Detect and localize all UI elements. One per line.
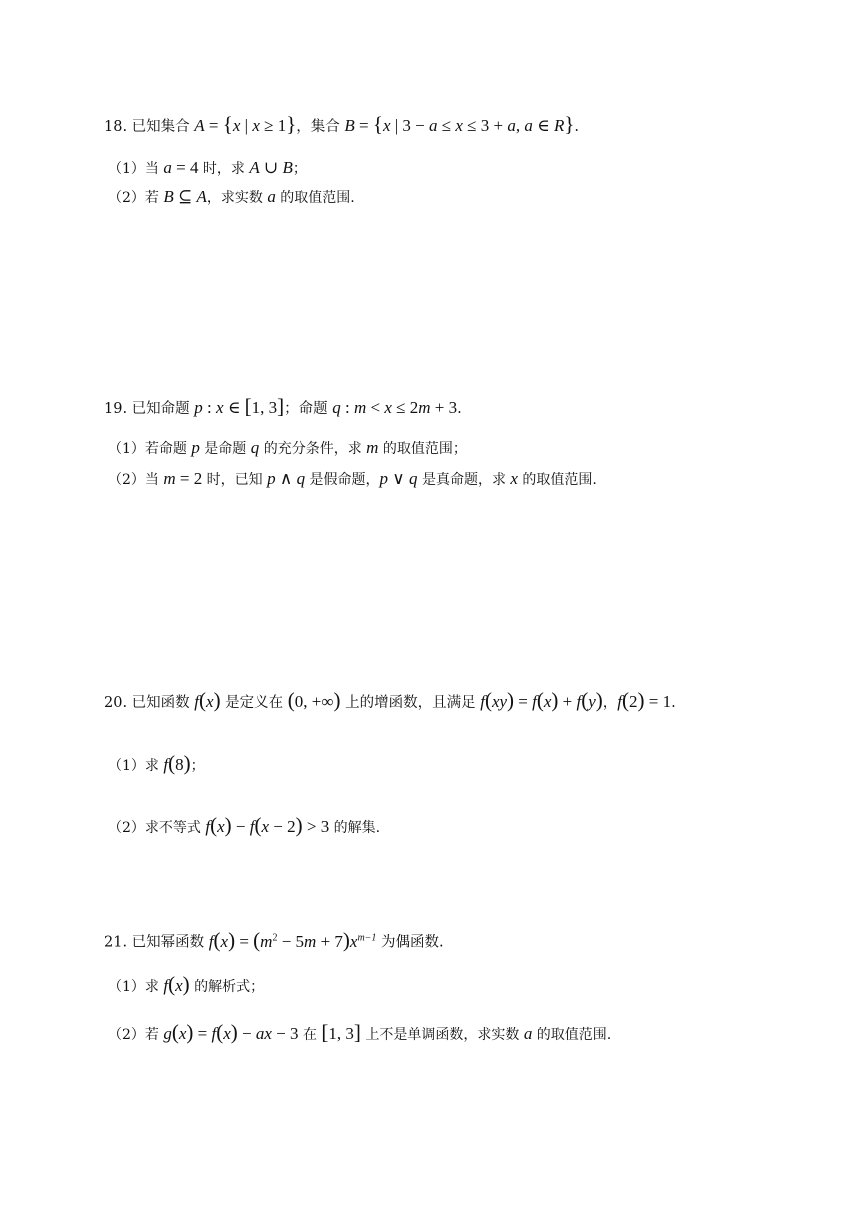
- q18-stem: 18. 已知集合 A = {x | x ≥ 1}，集合 B = {x | 3 − a ≤ x ≤ 3 + a, a ∈ R}.: [104, 112, 580, 136]
- q19-part-2: （2）当 m = 2 时，已知 p ∧ q 是假命题，p ∨ q 是真命题，求 x 的取值范围.: [108, 469, 597, 488]
- q20-number: 20.: [104, 695, 128, 711]
- q18-part-1: （1）当 a = 4 时，求 A ∪ B；: [108, 158, 307, 177]
- q19-stem: 19. 已知命题 p : x ∈ [1, 3]；命题 q : m < x ≤ 2m + 3.: [104, 394, 462, 418]
- q19-number: 19.: [104, 401, 128, 417]
- q20-stem: 20. 已知函数 f(x) 是定义在 (0, +∞) 上的增函数，且满足 f(xy) = f(x) + f(y)，f(2) = 1.: [104, 688, 676, 712]
- q21-stem: 21. 已知幂函数 $f(x) = (m^2 - 5m + 7)x^{m-1}$ 为偶函数.: [104, 927, 444, 952]
- q20-part-2: （2）求不等式 f(x) − f(x − 2) > 3 的解集.: [108, 813, 381, 837]
- q21-part-1: （1）求 f(x) 的解析式；: [108, 972, 265, 996]
- q18-number: 18.: [104, 119, 128, 135]
- q21-number: 21.: [104, 934, 128, 951]
- q19-part-1: （1）若命题 p 是命题 q 的充分条件，求 m 的取值范围；: [108, 438, 467, 457]
- q21-part-2: （2）若 g(x) = f(x) − ax − 3 在 [1, 3] 上不是单调函数，求实数 a 的取值范围.: [108, 1020, 612, 1044]
- q18-part-2: （2）若 B ⊆ A，求实数 a 的取值范围.: [108, 187, 355, 206]
- q20-part-1: （1）求 f(8)；: [108, 751, 205, 775]
